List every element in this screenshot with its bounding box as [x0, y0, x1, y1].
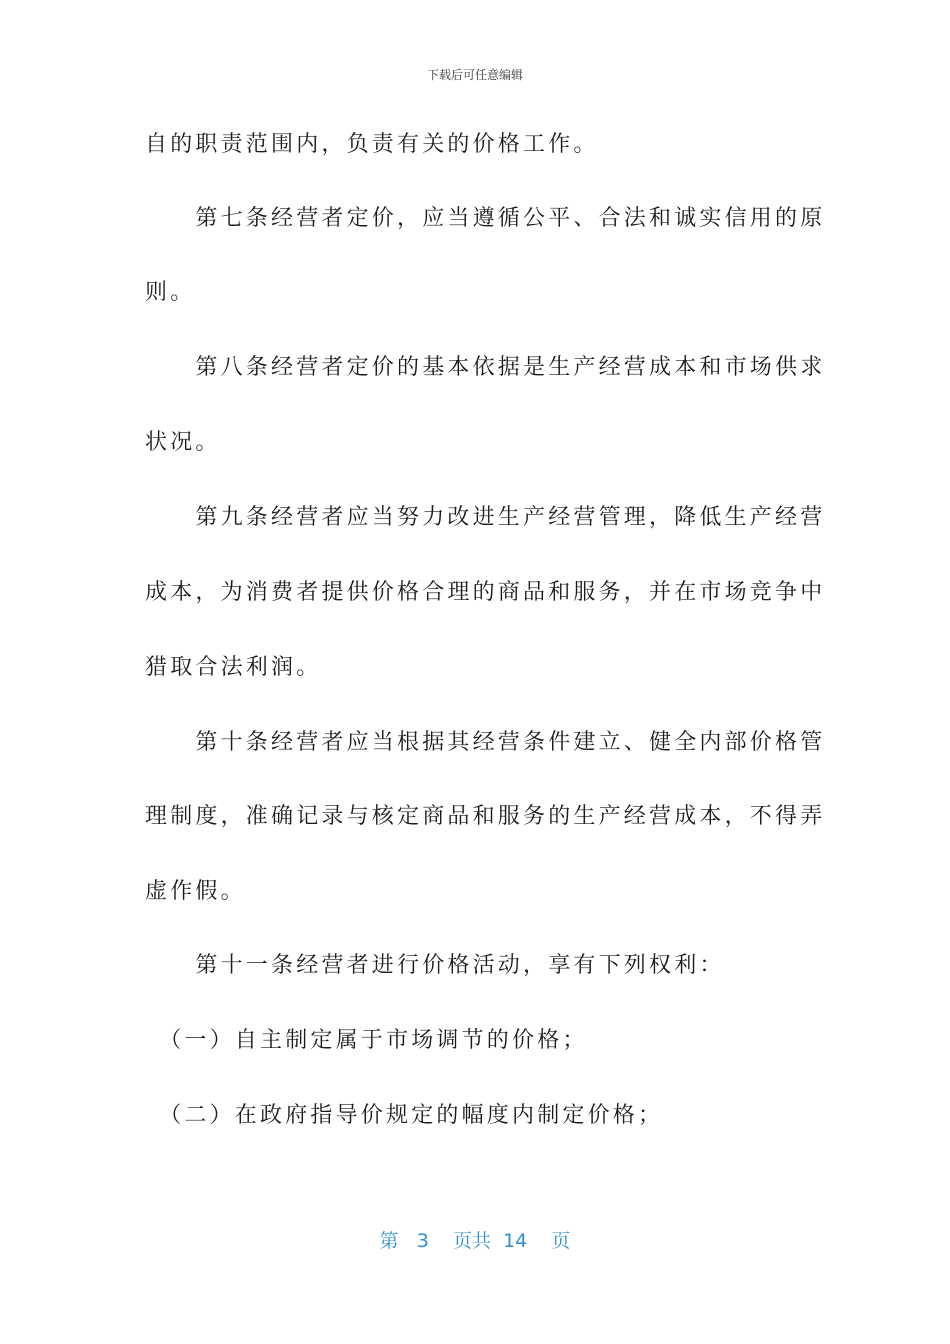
text-line: 理制度，准确记录与核定商品和服务的生产经营成本，不得弄: [145, 804, 826, 829]
text-line: 第七条经营者定价，应当遵循公平、合法和诚实信用的原: [145, 206, 826, 231]
page-label-suffix: 页: [551, 1230, 571, 1252]
text-line: （一）自主制定属于市场调节的价格；: [145, 1028, 588, 1053]
text-line: 第八条经营者定价的基本依据是生产经营成本和市场供求: [145, 355, 826, 380]
current-page-number: 3: [416, 1230, 429, 1252]
text-line: 成本，为消费者提供价格合理的商品和服务，并在市场竞争中: [145, 580, 826, 605]
text-line: 第十一条经营者进行价格活动，享有下列权利：: [145, 953, 725, 978]
page-footer: [0, 1226, 950, 1253]
text-line: 则。: [145, 280, 196, 305]
page-label-mid: 页共: [452, 1230, 491, 1252]
text-line: 自的职责范围内，负责有关的价格工作。: [145, 132, 599, 157]
text-line: 虚作假。: [145, 879, 246, 904]
text-line: 第九条经营者应当努力改进生产经营管理，降低生产经营: [145, 505, 826, 530]
text-line: 第十条经营者应当根据其经营条件建立、健全内部价格管: [145, 730, 826, 755]
text-line: 状况。: [145, 430, 221, 455]
page-label-prefix: 第: [379, 1230, 399, 1252]
total-pages-number: 14: [503, 1230, 528, 1252]
header-note: 下载后可任意编辑: [426, 68, 523, 82]
text-line: （二）在政府指导价规定的幅度内制定价格；: [145, 1103, 664, 1128]
text-line: 猎取合法利润。: [145, 655, 322, 680]
